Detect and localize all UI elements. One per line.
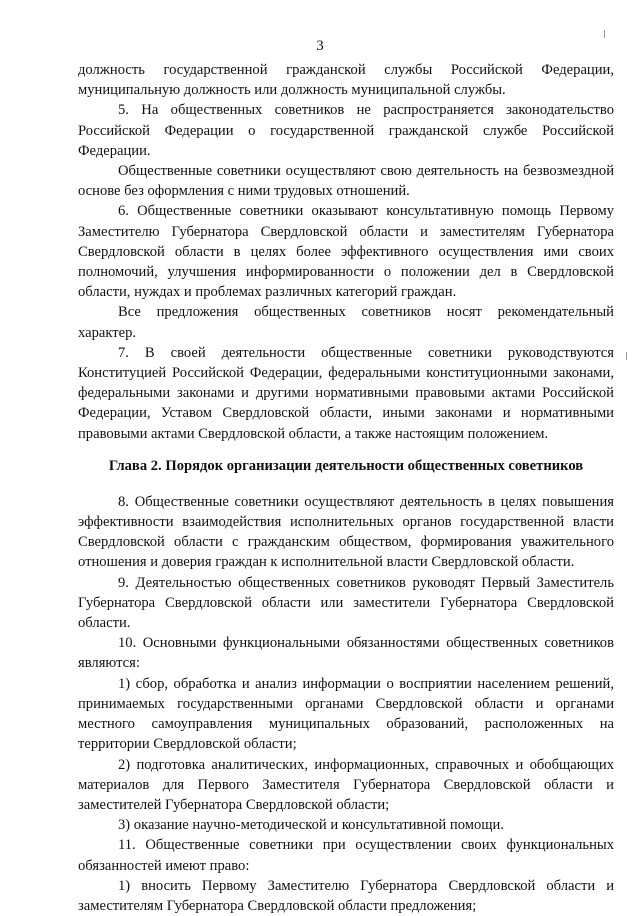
- paragraph-continuation: должность государственной гражданской службы Российской Федерации, муниципальную должность или должность муниципальной службы.: [78, 62, 614, 99]
- paragraph-item-10: 10. Основными функциональными обязанностями общественных советников являются:: [78, 635, 614, 672]
- scan-speck: [604, 30, 605, 38]
- page-number: 3: [316, 38, 324, 54]
- paragraph-item-6: 6. Общественные советники оказывают консультативную помощь Первому Заместителю Губернатора Свердловской области и заместителям Губернатора Свердловской области в целях более эффективного осуществления ими своих полномочий, улучшения информированности о положении дел в Свердловской области, нуждах и проблемах различных категорий граждан.: [78, 203, 614, 301]
- paragraph-item-7: 7. В своей деятельности общественные советники руководствуются Конституцией Российской Федерации, федеральными конституционными законами, федеральными законами и другими нормативными правовыми актами Российской Федерации, Уставом Свердловской области, иными законами и нормативными правовыми актами Свердловской области, а также настоящим положением.: [78, 344, 614, 442]
- scan-speck: [626, 352, 627, 360]
- paragraph-item-9: 9. Деятельностью общественных советников руководят Первый Заместитель Губернатора Свердловской области или заместители Губернатора Свердловской области.: [78, 574, 614, 632]
- chapter-heading: Глава 2. Порядок организации деятельности общественных советников: [108, 457, 584, 474]
- paragraph-item-5: 5. На общественных советников не распространяется законодательство Российской Федерации о государственной гражданской службе Российской Федерации.: [78, 102, 614, 159]
- document-body: [78, 60, 614, 916]
- list-item-10-2: 2) подготовка аналитических, информационных, справочных и обобщающих материалов для Первого Заместителя Губернатора Свердловской области и заместителей Губернатора Свердловской области;: [78, 756, 614, 813]
- paragraph-recommendations: Все предложения общественных советников носят рекомендательный характер.: [78, 304, 614, 341]
- paragraph-item-11: 11. Общественные советники при осуществлении своих функциональных обязанностей имеют право:: [78, 837, 614, 874]
- list-item-10-3: 3) оказание научно-методической и консультативной помощи.: [118, 817, 504, 834]
- list-item-10-1: 1) сбор, обработка и анализ информации о восприятии населением решений, принимаемых государственными органами Свердловской области и органами местного самоуправления муниципальных образований, расположенных на территории Свердловской области;: [78, 675, 614, 753]
- paragraph-item-8: 8. Общественные советники осуществляют деятельность в целях повышения эффективности взаимодействия исполнительных органов государственной власти Свердловской области с гражданским обществом, формирования уважительного отношения и доверия граждан к исполнительной власти Свердловской области.: [78, 493, 614, 571]
- paragraph-unpaid-basis: Общественные советники осуществляют свою деятельность на безвозмездной основе без оформления с ними трудовых отношений.: [78, 163, 614, 200]
- list-item-11-1: 1) вносить Первому Заместителю Губернатора Свердловской области и заместителям Губернатора Свердловской области предложения;: [78, 877, 614, 914]
